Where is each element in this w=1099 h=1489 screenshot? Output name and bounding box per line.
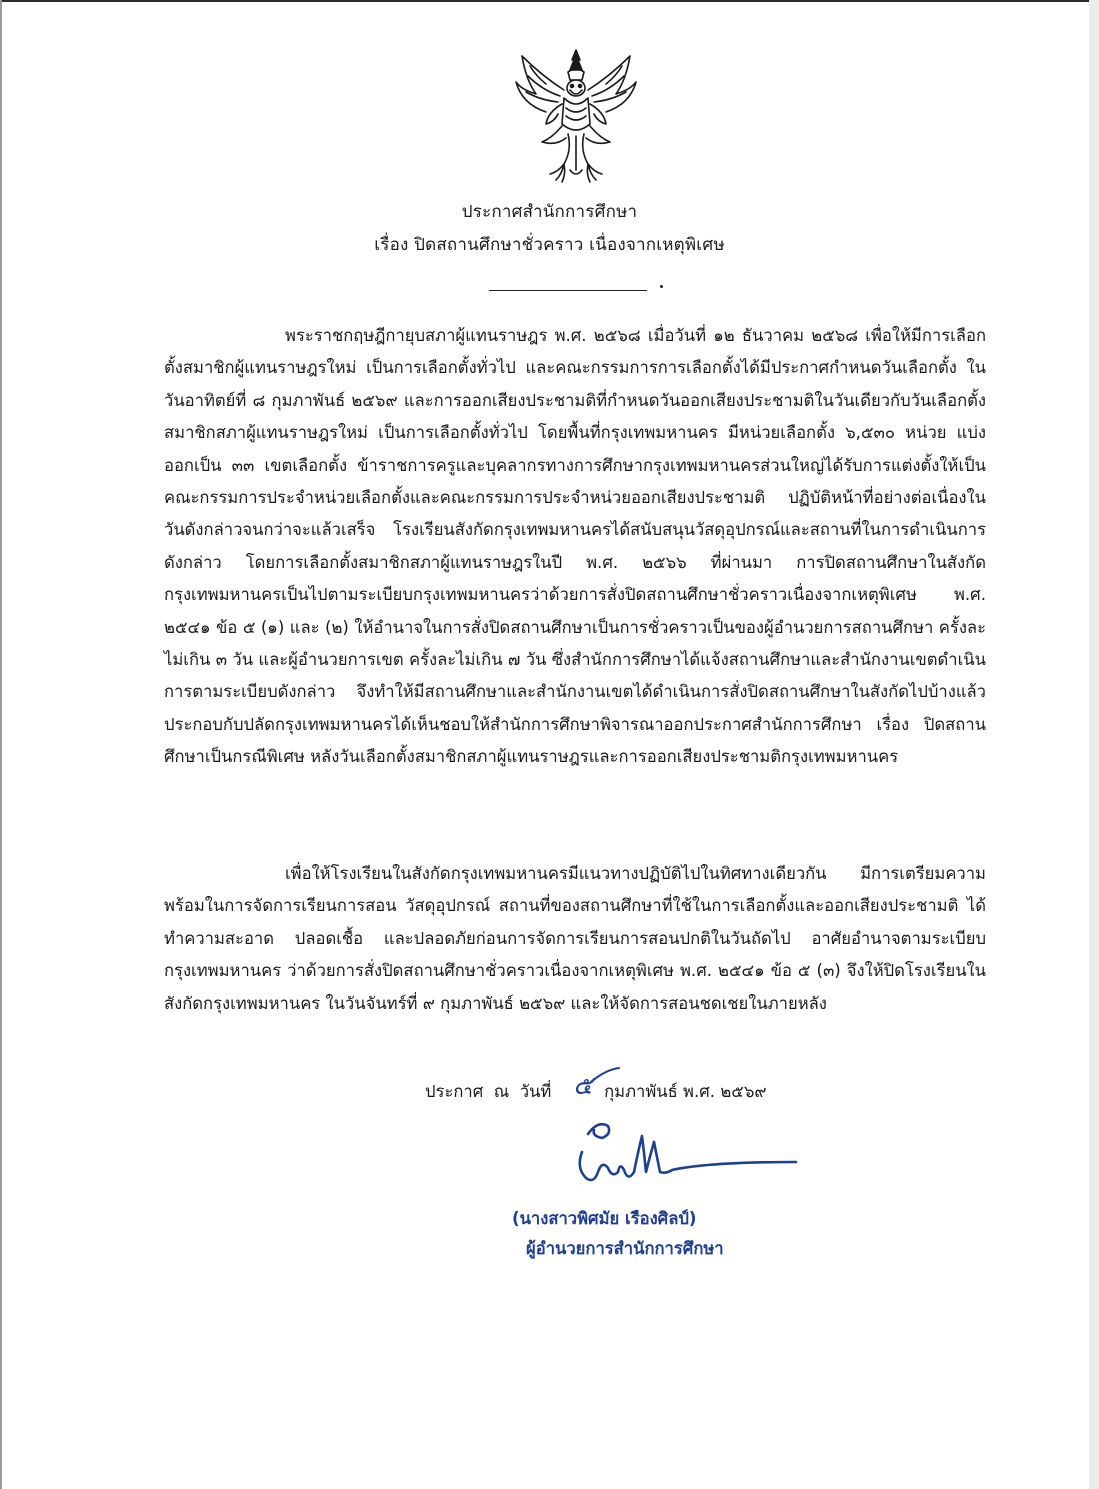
handwritten-date-day bbox=[561, 1064, 623, 1104]
divider-dot bbox=[660, 285, 663, 288]
dateline bbox=[425, 1079, 825, 1105]
dateline-prefix: ประกาศ ณ วันที่ bbox=[425, 1082, 552, 1101]
signature-image bbox=[568, 1112, 800, 1194]
page-top-edge bbox=[0, 0, 1099, 2]
garuda-emblem-icon bbox=[512, 46, 640, 184]
signer-name: (นางสาวพิศมัย เรืองศิลป์) bbox=[512, 1209, 697, 1228]
body-paragraph-2: เพื่อให้โรงเรียนในสังกัดกรุงเทพมหานครมีแนวทางปฏิบัติไปในทิศทางเดียวกัน มีการเตรียมความพร้อมในการจัดการเรียนการสอน วัสดุอุปกรณ์ สถานที่ของสถานศึกษาที่ใช้ในการเลือกตั้งและออกเสียงประชามติ ได้ทำความสะอาด ปลอดเชื้อ และปลอดภัยก่อนการจัดการเรียนการสอนปกติในวันถัดไป อาศัยอำนาจตามระเบียบกรุงเทพมหานคร ว่าด้วยการสั่งปิดสถานศึกษาชั่วคราวเนื่องจากเหตุพิเศษ พ.ศ. ๒๕๔๑ ข้อ ๕ (๓) จึงให้ปิดโรงเรียนในสังกัดกรุงเทพมหานคร ในวันจันทร์ที่ ๙ กุมภาพันธ์ ๒๕๖๙ และให้จัดการสอนชดเชยในภายหลัง bbox=[164, 864, 986, 1013]
heading-divider bbox=[489, 290, 647, 291]
dateline-suffix: กุมภาพันธ์ พ.ศ. ๒๕๖๙ bbox=[604, 1082, 767, 1101]
announcement-subject: เรื่อง ปิดสถานศึกษาชั่วคราว เนื่องจากเหตุพิเศษ bbox=[374, 235, 725, 255]
signer-title: ผู้อำนวยการสำนักการศึกษา bbox=[526, 1239, 724, 1258]
body-paragraph-1: พระราชกฤษฎีกายุบสภาผู้แทนราษฎร พ.ศ. ๒๕๖๘ เมื่อวันที่ ๑๒ ธันวาคม ๒๕๖๘ เพื่อให้มีการเลือกตั้งสมาชิกผู้แทนราษฎรใหม่ เป็นการเลือกตั้งทั่วไป และคณะกรรมการการเลือกตั้งได้มีประกาศกำหนดวันเลือกตั้ง ในวันอาทิตย์ที่ ๘ กุมภาพันธ์ ๒๕๖๙ และการออกเสียงประชามติที่กำหนดวันออกเสียงประชามติในวันเดียวกับวันเลือกตั้งสมาชิกสภาผู้แทนราษฎรใหม่ เป็นการเลือกตั้งทั่วไป โดยพื้นที่กรุงเทพมหานคร มีหน่วยเลือกตั้ง ๖,๕๓๐ หน่วย แบ่งออกเป็น ๓๓ เขตเลือกตั้ง ข้าราชการครูและบุคลากรทางการศึกษากรุงเทพมหานครส่วนใหญ่ได้รับการแต่งตั้งให้เป็นคณะกรรมการประจำหน่วยเลือกตั้งและคณะกรรมการประจำหน่วยออกเสียงประชามติ ปฏิบัติหน้าที่อย่างต่อเนื่องในวันดังกล่าวจนกว่าจะแล้วเสร็จ โรงเรียนสังกัดกรุงเทพมหานครได้สนับสนุนวัสดุอุปกรณ์และสถานที่ในการดำเนินการดังกล่าว โดยการเลือกตั้งสมาชิกสภาผู้แทนราษฎรในปี พ.ศ. ๒๕๖๖ ที่ผ่านมา การปิดสถานศึกษาในสังกัดกรุงเทพมหานครเป็นไปตามระเบียบกรุงเทพมหานครว่าด้วยการสั่งปิดสถานศึกษาชั่วคราวเนื่องจากเหตุพิเศษ พ.ศ. ๒๕๔๑ ข้อ ๕ (๑) และ (๒) ให้อำนาจในการสั่งปิดสถานศึกษาเป็นการชั่วคราวเป็นของผู้อำนวยการสถานศึกษา ครั้งละไม่เกิน ๓ วัน และผู้อำนวยการเขต ครั้งละไม่เกิน ๗ วัน ซึ่งสำนักการศึกษาได้แจ้งสถานศึกษาและสำนักงานเขตดำเนินการตามระเบียบดังกล่าว จึงทำให้มีสถานศึกษาและสำนักงานเขตได้ดำเนินการสั่งปิดสถานศึกษาในสังกัดไปบ้างแล้ว ประกอบกับปลัดกรุงเทพมหานครได้เห็นชอบให้สำนักการศึกษาพิจารณาออกประกาศสำนักการศึกษา เรื่อง ปิดสถานศึกษาเป็นกรณีพิเศษ หลังวันเลือกตั้งสมาชิกสภาผู้แทนราษฎรและการออกเสียงประชามติกรุงเทพมหานคร bbox=[164, 326, 986, 767]
dateline-day: ๕ bbox=[573, 1071, 593, 1101]
announcement-heading: ประกาศสำนักการศึกษา bbox=[461, 202, 638, 222]
